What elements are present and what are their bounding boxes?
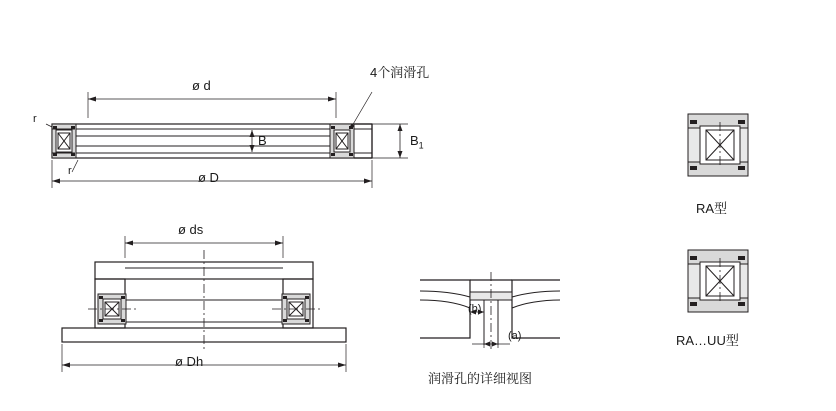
label-type-ra: RA型 bbox=[696, 201, 728, 216]
label-phi-ds: ø ds bbox=[178, 222, 204, 237]
lube-hole-detail-view bbox=[420, 272, 560, 350]
label-B1-base: B bbox=[410, 133, 419, 148]
label-phi-d: ø d bbox=[192, 78, 211, 93]
label-detail-caption: 润滑孔的详细视图 bbox=[428, 371, 533, 386]
label-phi-D: ø D bbox=[198, 170, 219, 185]
label-B: B bbox=[258, 133, 267, 148]
label-detail-b: (b) bbox=[468, 303, 482, 315]
top-section-view bbox=[46, 92, 408, 188]
ra-type-view bbox=[688, 114, 748, 176]
label-phi-Dh: ø Dh bbox=[175, 354, 204, 369]
label-B1-subscript: 1 bbox=[418, 140, 424, 151]
label-detail-a: (a) bbox=[508, 330, 522, 342]
label-type-ra-uu: RA…UU型 bbox=[676, 333, 739, 348]
label-r-top: r bbox=[33, 113, 37, 125]
label-lube-holes: 4个润滑孔 bbox=[370, 65, 430, 80]
bottom-section-view bbox=[62, 236, 346, 372]
label-B1 bbox=[410, 133, 424, 151]
label-r-bottom: r bbox=[68, 165, 72, 177]
ra-uu-type-view bbox=[688, 250, 748, 312]
